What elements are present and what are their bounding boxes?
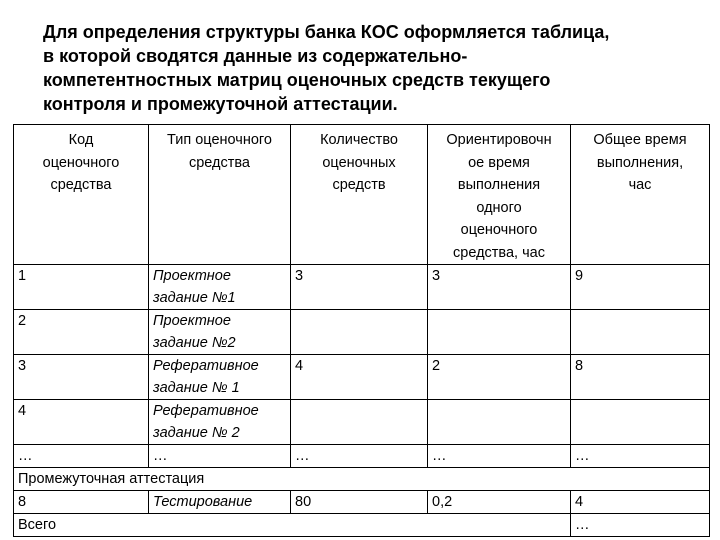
header-text: оценочного (460, 222, 538, 238)
heading-line: Для определения структуры банка КОС оформляется таблица, (43, 22, 610, 42)
header-text: час (628, 177, 652, 193)
kos-structure-table (13, 124, 710, 537)
header-text: оценочных (322, 154, 396, 171)
total-row (14, 514, 710, 537)
header-time (428, 125, 571, 265)
header-text: средств (332, 177, 386, 193)
header-text: одного (476, 199, 522, 216)
header-text: Количество (320, 132, 398, 148)
header-text: Тип оценочного (167, 132, 272, 148)
cell-time (428, 400, 571, 445)
cell-text: задание №1 (153, 290, 236, 306)
cell-total: … (571, 445, 710, 468)
cell-time (428, 310, 571, 355)
cell-count (291, 310, 428, 355)
header-text: средства, час (453, 244, 545, 261)
header-text: ое время (468, 154, 530, 171)
table-row (14, 355, 710, 400)
cell-total (571, 310, 710, 355)
header-text: выполнения (457, 177, 541, 193)
cell-total: 9 (571, 265, 710, 310)
header-text: Общее время (593, 132, 687, 148)
cell-code: 1 (14, 265, 149, 310)
cell-time: … (428, 445, 571, 468)
table-header-row (14, 125, 710, 265)
slide-heading (43, 20, 703, 116)
cell-type (149, 355, 291, 400)
table-row (14, 310, 710, 355)
header-text: Ориентировочн (446, 132, 552, 148)
header-text: выполнения, (596, 154, 684, 171)
heading-line: в которой сводятся данные из содержательно- (43, 46, 468, 66)
cell-type (149, 265, 291, 310)
cell-text: Проектное (153, 268, 231, 284)
header-code (14, 125, 149, 265)
cell-text: задание №2 (153, 335, 236, 351)
cell-total: 8 (571, 355, 710, 400)
section-label: Промежуточная аттестация (14, 468, 710, 491)
cell-type: Тестирование (149, 491, 291, 514)
cell-type: … (149, 445, 291, 468)
cell-time: 0,2 (428, 491, 571, 514)
cell-type (149, 400, 291, 445)
cell-text: задание № 1 (153, 380, 240, 396)
cell-time: 3 (428, 265, 571, 310)
total-label: Всего (14, 514, 571, 537)
header-text: средства (50, 177, 112, 193)
header-text: средства (188, 154, 251, 171)
cell-text: Реферативное (153, 403, 259, 419)
heading-line: компетентностных матриц оценочных средств текущего (43, 70, 551, 90)
cell-code: 3 (14, 355, 149, 400)
cell-count (291, 400, 428, 445)
cell-text: Проектное (153, 313, 231, 329)
cell-total (571, 400, 710, 445)
cell-count: 4 (291, 355, 428, 400)
heading-line: контроля и промежуточной аттестации. (43, 94, 398, 114)
cell-count: … (291, 445, 428, 468)
header-text: Код (68, 132, 94, 148)
header-text: оценочного (42, 154, 120, 171)
table-row (14, 265, 710, 310)
table-row (14, 445, 710, 468)
cell-code: 8 (14, 491, 149, 514)
header-type (149, 125, 291, 265)
cell-time: 2 (428, 355, 571, 400)
cell-type (149, 310, 291, 355)
cell-text: Реферативное (153, 358, 259, 374)
cell-total: 4 (571, 491, 710, 514)
cell-code: 2 (14, 310, 149, 355)
table-row (14, 491, 710, 514)
cell-count: 3 (291, 265, 428, 310)
header-total (571, 125, 710, 265)
table-row (14, 400, 710, 445)
section-row (14, 468, 710, 491)
cell-total: … (571, 514, 710, 537)
cell-code: … (14, 445, 149, 468)
cell-text: задание № 2 (153, 425, 240, 441)
cell-code: 4 (14, 400, 149, 445)
cell-count: 80 (291, 491, 428, 514)
header-count (291, 125, 428, 265)
